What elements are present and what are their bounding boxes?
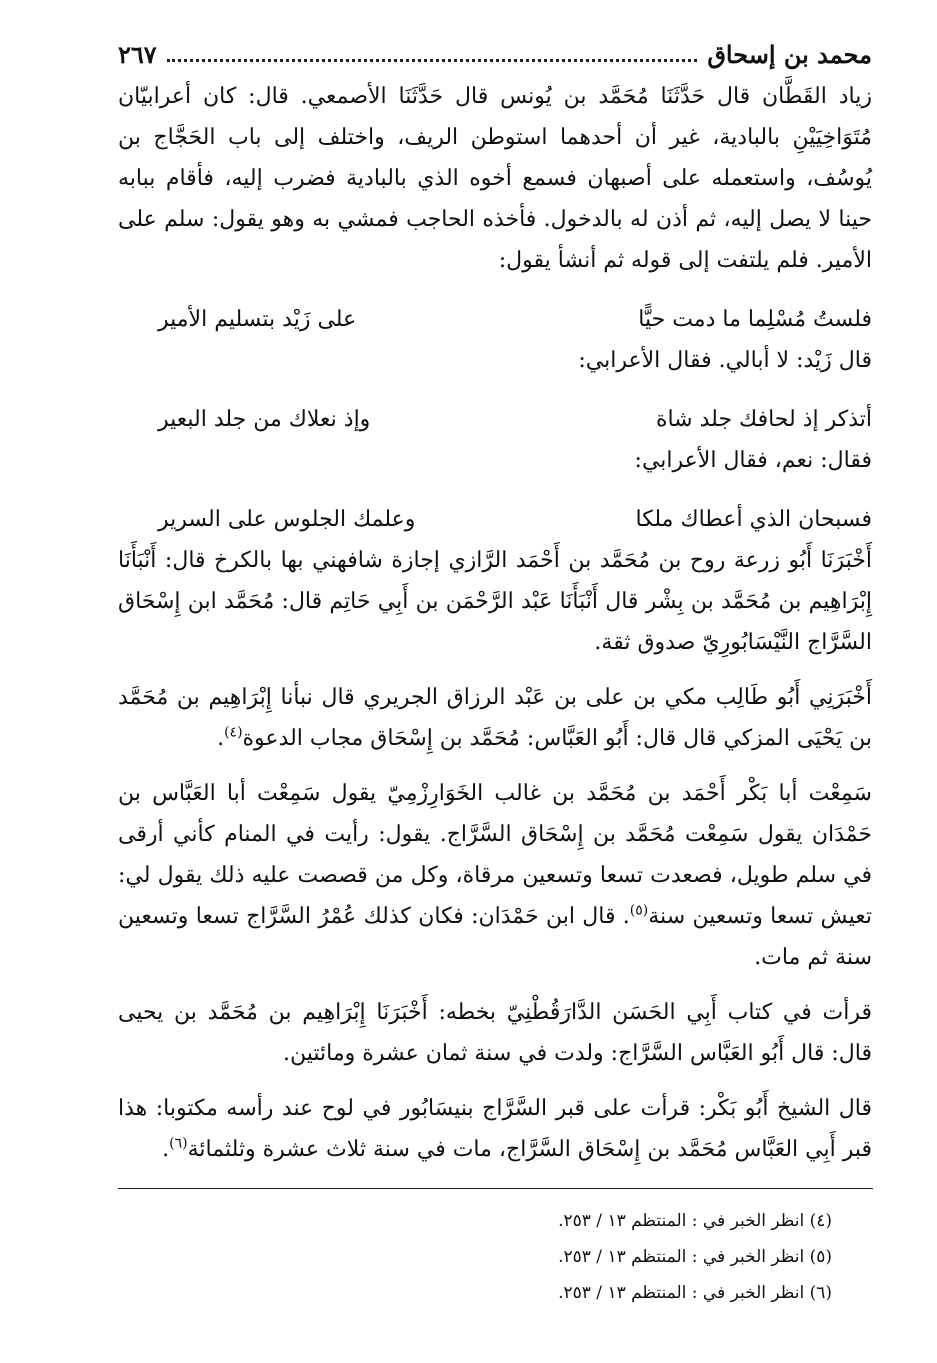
footnote-6: (٦) انظر الخبر في : المنتظم ١٣ / ٢٥٣. bbox=[558, 1283, 832, 1303]
verse-3-second-hemistich: وعلمك الجلوس على السرير bbox=[158, 507, 416, 532]
paragraph-5-text: أَخْبَرَنِي أَبُو طَالِب مكي بن على بن عَبْد الرزاق الجريري قال نبأنا إِبْرَاهِيم بن مُحَمَّد بن يَحْيَى المزكي قال قال: أَبُو العَبَّاس: مُحَمَّد بن إِسْحَاق مجاب الدعوة bbox=[118, 685, 872, 751]
paragraph-6-end: . قال ابن حَمْدَان: فكان كذلك عُمْرُ السَّرَّاج تسعا وتسعين سنة ثم مات. bbox=[118, 904, 872, 970]
verse-1-first-hemistich: فلستُ مُسْلِما ما دمت حيًّا bbox=[638, 307, 872, 332]
paragraph-6 bbox=[118, 773, 872, 978]
paragraph-8-text: قال الشيخ أَبُو بَكْر: قرأت على قبر السَّرَّاج بنيسَابُور في لوح عند رأسه مكتوبا: هذا قبر أَبِي العَبَّاس مُحَمَّد بن إِسْحَاق السَّرَّاج، مات في سنة ثلاث عشرة وثلثمائة bbox=[118, 1096, 872, 1162]
paragraph-4: أَخْبَرَنَا أَبُو زرعة روح بن مُحَمَّد بن أَحْمَد الرَّازي إجازة شافهني بها بالكرخ قال: أَنْبَأَنَا إِبْرَاهِيم بن مُحَمَّد بن بِشْر قال أَنْبَأَنَا عَبْد الرَّحْمَن بن أَبِي حَاتِم قال: مُحَمَّد ابن إِسْحَاق السَّرَّاج النَّيْسَابُورِيّ صدوق ثقة. bbox=[118, 548, 872, 655]
main-text bbox=[118, 76, 872, 1170]
paragraph-6-text: سَمِعْت أبا بَكْر أَحْمَد بن مُحَمَّد بن غالب الخَوَارِزْمِيّ يقول سَمِعْت أبا العَبَّاس بن حَمْدَان يقول سَمِعْت مُحَمَّد بن إِسْحَاق السَّرَّاج. يقول: رأيت في المنام كأني أرقى في سلم طويل، فصعدت تسعا وتسعين مرقاة، وكل من قصصت عليه ذلك يقول لي: تعيش تسعا وتسعين سنة bbox=[118, 781, 872, 929]
verse-2 bbox=[118, 399, 872, 440]
verse-2-second-hemistich: وإذ نعلاك من جلد البعير bbox=[158, 407, 371, 432]
paragraph-7: قرأت في كتاب أَبِي الحَسَن الدَّارَقُطْنِيّ بخطه: أَخْبَرَنَا إِبْرَاهِيم بن مُحَمَّد بن يحيى قال: قال أَبُو العَبَّاس السَّرَّاج: ولدت في سنة ثمان عشرة ومائتين. bbox=[118, 1000, 872, 1066]
footnote-4: (٤) انظر الخبر في : المنتظم ١٣ / ٢٥٣. bbox=[558, 1211, 832, 1231]
running-header bbox=[118, 32, 872, 76]
paragraph-5-end: . bbox=[217, 726, 225, 751]
footnotes bbox=[118, 1203, 872, 1311]
verse-1 bbox=[118, 299, 872, 340]
verse-2-first-hemistich: أتذكر إذ لحافك جلد شاة bbox=[655, 407, 872, 432]
verse-3-first-hemistich: فسبحان الذي أعطاك ملكا bbox=[635, 507, 872, 532]
footnote-ref-6: (٦) bbox=[169, 1135, 188, 1152]
paragraph-3: فقال: نعم، فقال الأعرابي: bbox=[634, 448, 872, 473]
paragraph-8 bbox=[118, 1088, 872, 1170]
paragraph-1: زياد القَطَّان قال حَدَّثَنَا مُحَمَّد بن يُونس قال حَدَّثَنَا الأصمعي. قال: كان أعرابيّان مُتَوَاخِيَيْنِ بالبادية، غير أن أحدهما استوطن الريف، واختلف إلى باب الحَجَّاج بن يُوسُف، واستعمله على أصبهان فسمع أخوه الذي بالبادية فضرب إليه، فأقام ببابه حينا لا يصل إليه، ثم أذن له بالدخول. فأخذه الحاجب فمشي به وهو يقول: سلم على الأمير. فلم يلتفت إلى قوله ثم أنشأ يقول: bbox=[118, 84, 872, 273]
footnote-5: (٥) انظر الخبر في : المنتظم ١٣ / ٢٥٣. bbox=[558, 1247, 832, 1267]
footnote-separator bbox=[118, 1188, 873, 1189]
paragraph-2: قال زَيْد: لا أبالي. فقال الأعرابي: bbox=[578, 348, 872, 373]
running-title: محمد بن إسحاق bbox=[707, 39, 872, 69]
verse-1-second-hemistich: على زَيْد بتسليم الأمير bbox=[158, 307, 357, 332]
paragraph-8-end: . bbox=[162, 1137, 170, 1162]
footnote-ref-4: (٤) bbox=[224, 724, 243, 741]
header-dot-leader bbox=[167, 59, 698, 62]
page-number: ٢٦٧ bbox=[118, 39, 157, 69]
footnote-ref-5: (٥) bbox=[629, 902, 649, 919]
verse-3 bbox=[118, 499, 872, 540]
paragraph-5 bbox=[118, 677, 872, 759]
